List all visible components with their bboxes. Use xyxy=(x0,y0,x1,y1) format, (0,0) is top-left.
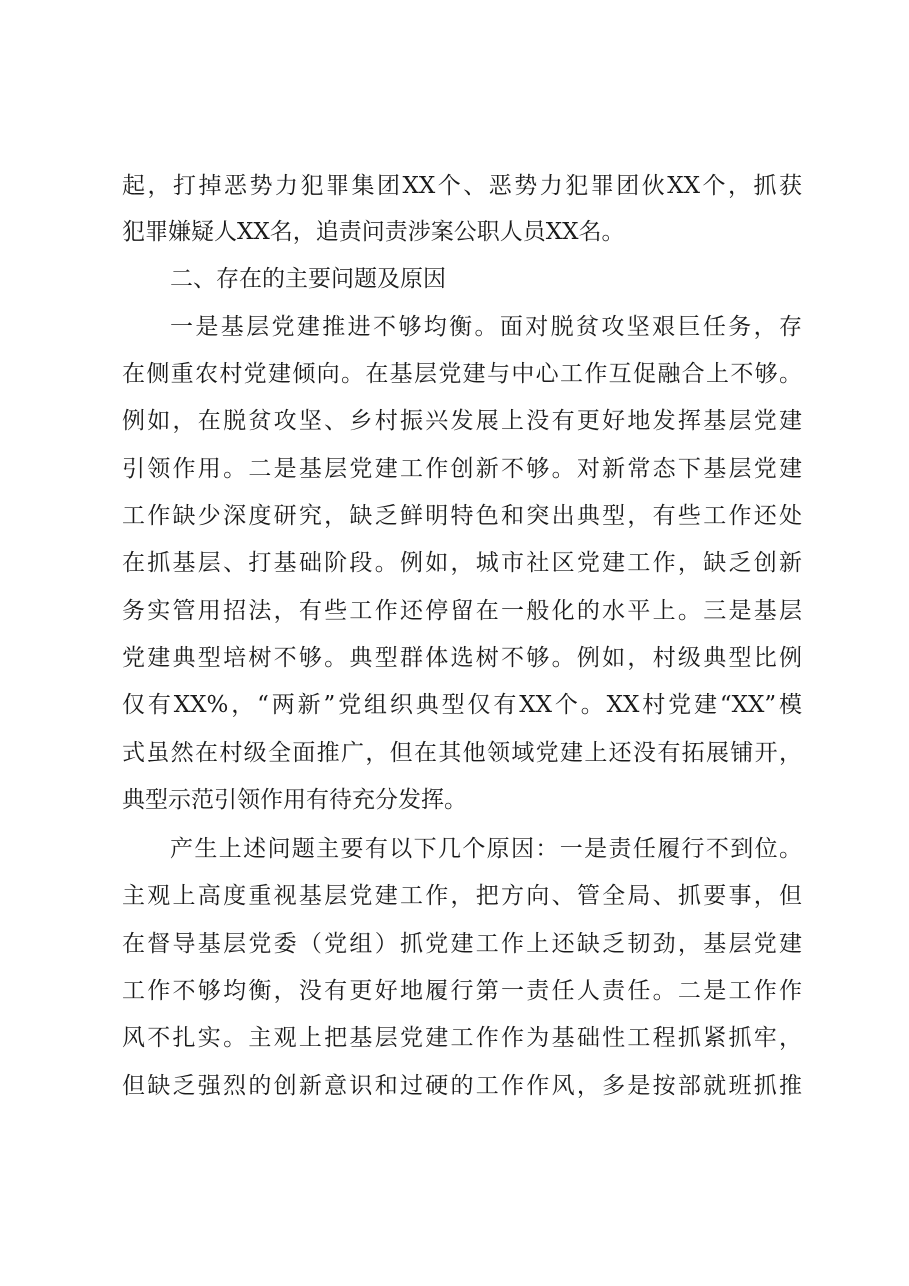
body-text-line: 风不扎实。主观上把基层党建工作作为基础性工程抓紧抓牢， xyxy=(122,1025,802,1051)
body-text-line: 在督导基层党委（党组）抓党建工作上还缺乏韧劲，基层党建 xyxy=(122,931,802,957)
body-text-line: 起，打掉恶势力犯罪集团XX个、恶势力犯罪团伙XX个，抓获 xyxy=(122,173,802,199)
body-text-line: 但缺乏强烈的创新意识和过硬的工作作风，多是按部就班抓推 xyxy=(122,1073,802,1099)
body-text-line: 引领作用。二是基层党建工作创新不够。对新常态下基层党建 xyxy=(122,456,802,482)
paragraph-first-line: 产生上述问题主要有以下几个原因：一是责任履行不到位。 xyxy=(170,836,802,862)
body-text-line: 犯罪嫌疑人XX名，追责问责涉案公职人员XX名。 xyxy=(122,219,625,245)
body-text-line: 在侧重农村党建倾向。在基层党建与中心工作互促融合上不够。 xyxy=(122,361,802,387)
body-text-line: 主观上高度重视基层党建工作，把方向、管全局、抓要事，但 xyxy=(122,883,802,909)
body-text-line: 在抓基层、打基础阶段。例如，城市社区党建工作，缺乏创新 xyxy=(122,550,802,576)
body-text-line: 工作缺少深度研究，缺乏鲜明特色和突出典型，有些工作还处 xyxy=(122,503,802,529)
body-text-line: 仅有XX%，“两新”党组织典型仅有XX个。XX村党建“XX”模 xyxy=(122,692,802,718)
body-text-line: 党建典型培树不够。典型群体选树不够。例如，村级典型比例 xyxy=(122,645,802,671)
body-text-line: 务实管用招法，有些工作还停留在一般化的水平上。三是基层 xyxy=(122,598,802,624)
body-text-line: 例如，在脱贫攻坚、乡村振兴发展上没有更好地发挥基层党建 xyxy=(122,408,802,434)
section-heading: 二、存在的主要问题及原因 xyxy=(170,266,446,292)
body-text-line: 典型示范引领作用有待充分发挥。 xyxy=(122,787,467,813)
body-text-line: 工作不够均衡，没有更好地履行第一责任人责任。二是工作作 xyxy=(122,978,802,1004)
paragraph-first-line: 一是基层党建推进不够均衡。面对脱贫攻坚艰巨任务，存 xyxy=(170,314,802,340)
body-text-line: 式虽然在村级全面推广，但在其他领域党建上还没有拓展铺开， xyxy=(122,740,802,766)
